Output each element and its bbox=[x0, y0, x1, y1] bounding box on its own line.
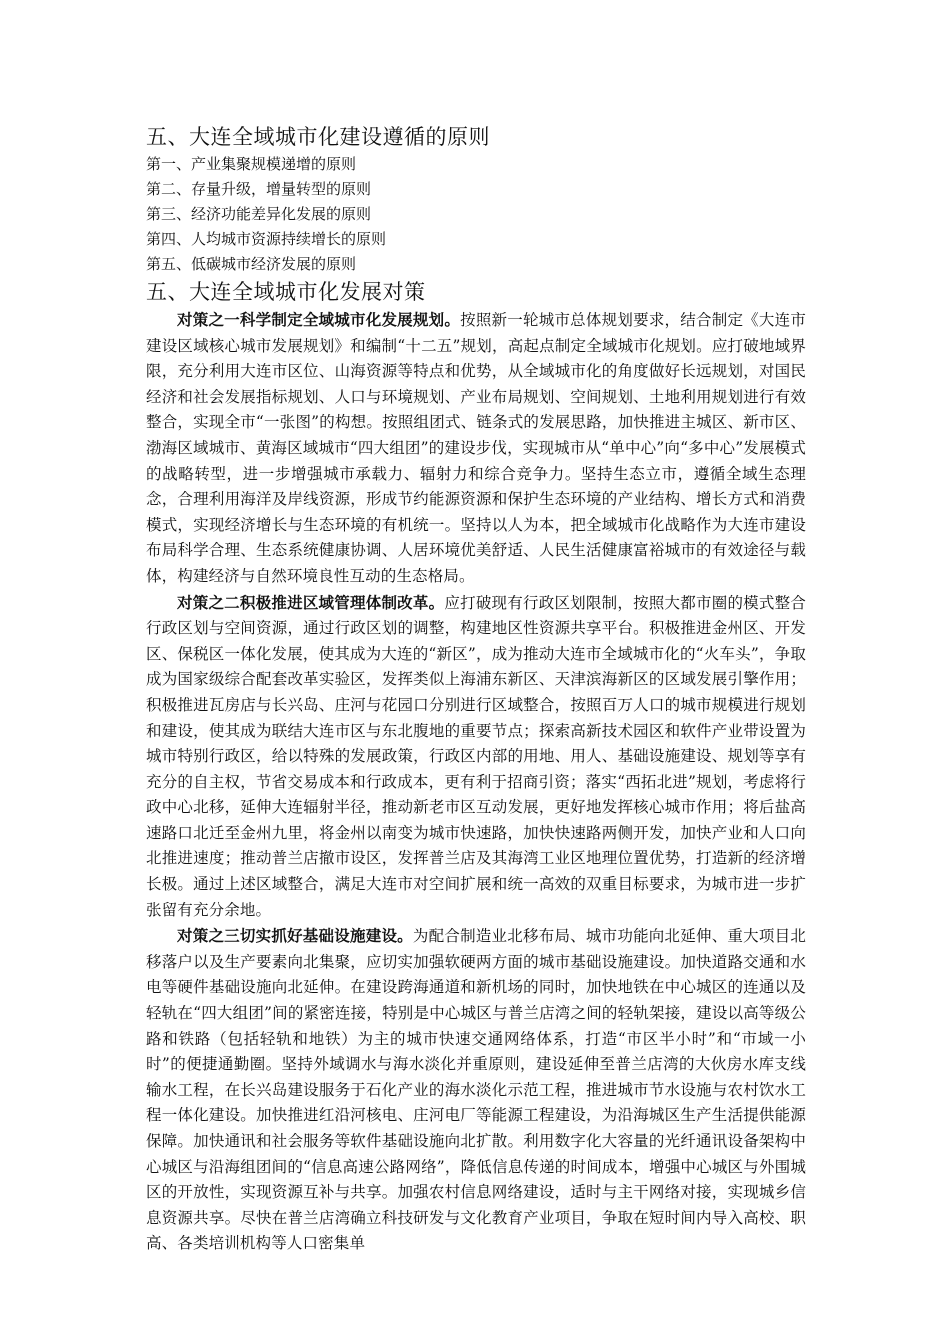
strategy-body: 按照新一轮城市总体规划要求，结合制定《大连市建设区域核心城市发展规划》和编制“十二五”规划，高起点制定全域城市化规划。应打破地域界限，充分利用大连市区位、山海资源等特点和优势，从全域城市化的角度做好长远规划，对国民经济和社会发展指标规划、人口与环境规划、产业布局规划、空间规划、土地利用规划进行有效整合，实现全市“一张图”的构想。按照组团式、链条式的发展思路，加快推进主城区、新市区、渤海区域城市、黄海区域城市“四大组团”的建设步伐，实现城市从“单中心”向“多中心”发展模式的战略转型，进一步增强城市承载力、辐射力和综合竞争力。坚持生态立市，遵循全域生态理念，合理利用海洋及岸线资源，形成节约能源资源和保护生态环境的产业结构、增长方式和消费模式，实现经济增长与生态环境的有机统一。坚持以人为本，把全域城市化战略作为大连市建设布局科学合理、生态系统健康协调、人居环境优美舒适、人民生活健康富裕城市的有效途径与载体，构建经济与自然环境良性互动的生态格局。 bbox=[146, 311, 807, 585]
strategy-paragraph-2 bbox=[146, 590, 806, 924]
strategy-paragraph-1 bbox=[146, 307, 806, 590]
document-page bbox=[146, 122, 806, 1257]
principle-item: 第四、人均城市资源持续增长的原则 bbox=[146, 230, 387, 248]
section-title-strategies: 五、大连全域城市化发展对策 bbox=[146, 280, 426, 304]
strategy-lead: 对策之二积极推进区域管理体制改革。 bbox=[177, 592, 445, 612]
principle-item: 第三、经济功能差异化发展的原则 bbox=[146, 205, 372, 223]
principle-item: 第二、存量升级，增量转型的原则 bbox=[146, 180, 372, 198]
strategy-body: 为配合制造业北移布局、城市功能向北延伸、重大项目北移落户以及生产要素向北集聚，应切实加强软硬两方面的城市基础设施建设。加快道路交通和水电等硬件基础设施向北延伸。在建设跨海通道和新机场的同时，加快地铁在中心城区的连通以及轻轨在“四大组团”间的紧密连接，特别是中心城区与普兰店湾之间的轻轨架接，建设以高等级公路和铁路（包括轻轨和地铁）为主的城市快速交通网络体系，打造“市区半小时”和“市域一小时”的便捷通勤圈。坚持外域调水与海水淡化并重原则，建设延伸至普兰店湾的大伙房水库支线输水工程，在长兴岛建设服务于石化产业的海水淡化示范工程，推进城市节水设施与农村饮水工程一体化建设。加快推进红沿河核电、庄河电厂等能源工程建设，为沿海城区生产生活提供能源保障。加快通讯和社会服务等软件基础设施向北扩散。利用数字化大容量的光纤通讯设备架构中心城区与沿海组团间的“信息高速公路网络”，降低信息传递的时间成本，增强中心城区与外围城区的开放性，实现资源互补与共享。加强农村信息网络建设，适时与主干网络对接，实现城乡信息资源共享。尽快在普兰店湾确立科技研发与文化教育产业项目，争取在短时间内导入高校、职高、各类培训机构等人口密集单 bbox=[146, 927, 806, 1253]
principle-item: 第一、产业集聚规模递增的原则 bbox=[146, 155, 357, 173]
strategy-lead: 对策之一科学制定全域城市化发展规划。 bbox=[177, 310, 461, 329]
principle-item: 第五、低碳城市经济发展的原则 bbox=[146, 255, 357, 273]
strategy-body: 应打破现有行政区划限制，按照大都市圈的模式整合行政区划与空间资源，通过行政区划的调整，构建地区性资源共享平台。积极推进金州区、开发区、保税区一体化发展，使其成为大连的“新区”，成为推动大连市全域城市化的“火车头”，争取成为国家级综合配套改革实验区，发挥类似上海浦东新区、天津滨海新区的区域发展引擎作用；积极推进瓦房店与长兴岛、庄河与花园口分别进行区域整合，按照百万人口的城市规模进行规划和建设，使其成为联结大连市区与东北腹地的重要节点；探索高新技术园区和软件产业带设置为城市特别行政区，给以特殊的发展政策，行政区内部的用地、用人、基础设施建设、规划等享有充分的自主权，节省交易成本和行政成本，更有利于招商引资；落实“西拓北进”规划，考虑将行政中心北移，延伸大连辐射半径，推动新老市区互动发展，更好地发挥核心城市作用；将后盐高速路口北迁至金州九里，将金州以南变为城市快速路，加快快速路两侧开发，加快产业和人口向北推进速度；推动普兰店撤市设区，发挥普兰店及其海湾工业区地理位置优势，打造新的经济增长极。通过上述区域整合，满足大连市对空间扩展和统一高效的双重目标要求，为城市进一步扩张留有充分余地。 bbox=[146, 593, 806, 919]
strategy-paragraph-3 bbox=[146, 923, 806, 1257]
section-title-principles: 五、大连全域城市化建设遵循的原则 bbox=[146, 125, 490, 149]
strategy-lead: 对策之三切实抓好基础设施建设。 bbox=[177, 926, 413, 946]
